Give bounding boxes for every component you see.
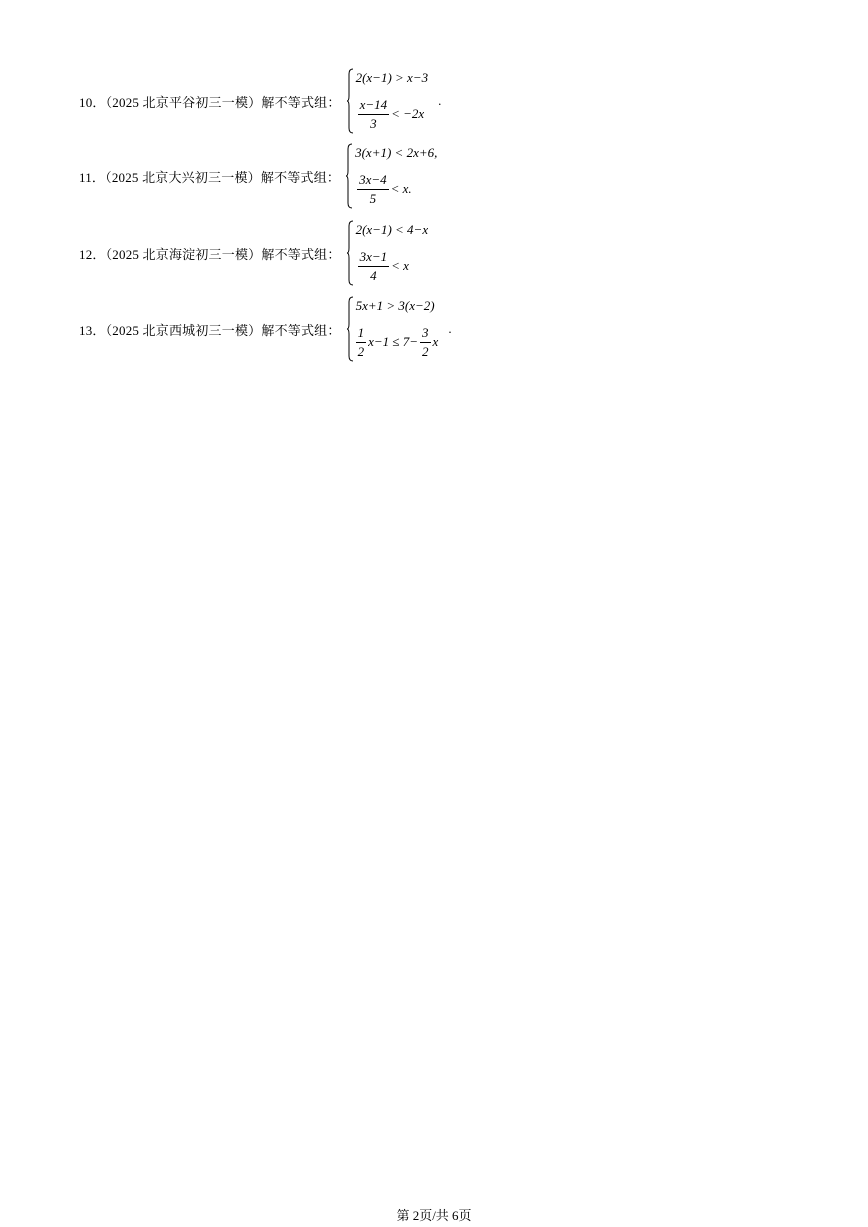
fraction [358, 249, 390, 284]
problem-number: 11． [79, 169, 106, 185]
inequality-line-1: 3(x+1) < 2x+6, [355, 145, 438, 160]
inequality-line-2 [356, 246, 429, 286]
fraction-denominator: 3 [370, 115, 377, 131]
inequality-line-2 [356, 322, 439, 362]
inequality-rest: x [432, 334, 439, 349]
inequality-system [347, 296, 452, 362]
fraction-denominator: 2 [357, 343, 365, 359]
problem-source: （2025 北京大兴初三一模） [105, 169, 261, 185]
problem-source: （2025 北京海淀初三一模） [105, 246, 262, 262]
fraction-numerator: 3x−4 [357, 172, 389, 190]
problem-11 [79, 143, 437, 209]
problem-10-label [79, 92, 341, 111]
problem-13 [79, 296, 452, 362]
inequality-line-1: 2(x−1) > x−3 [355, 70, 429, 85]
fraction-denominator: 5 [369, 190, 377, 206]
problem-10 [79, 68, 441, 134]
problem-instruction: 解不等式组： [261, 246, 341, 262]
problem-12 [79, 220, 428, 286]
problem-instruction: 解不等式组： [261, 322, 341, 338]
inequality-system [346, 143, 437, 209]
inequality-line-1: 2(x−1) < 4−x [355, 222, 429, 237]
fraction-denominator: 4 [370, 267, 377, 283]
inequality-system [347, 68, 442, 134]
problem-number: 13． [79, 322, 106, 338]
inequality-system [347, 220, 429, 286]
fraction-numerator: 1 [356, 325, 367, 343]
fraction-denominator: 2 [422, 343, 429, 359]
left-brace [347, 220, 354, 286]
fraction-numerator: 3x−1 [358, 249, 390, 267]
problem-13-label [79, 320, 341, 339]
fraction-one-half [356, 325, 367, 360]
left-brace [347, 296, 354, 362]
trailing-period: . [448, 321, 452, 336]
problem-instruction: 解不等式组： [260, 169, 341, 185]
fraction [357, 172, 389, 207]
inequality-line-1: 5x+1 > 3(x−2) [355, 298, 435, 313]
left-brace [347, 68, 354, 134]
problem-12-label [79, 244, 341, 263]
fraction-numerator: 3 [420, 325, 431, 343]
inequality-rest: < x [391, 258, 409, 273]
inequality-rest: < −2x [391, 106, 425, 121]
fraction-three-halves [420, 325, 431, 360]
inequality-middle: x−1 ≤ 7− [368, 334, 419, 349]
left-brace [346, 143, 353, 209]
trailing-period: . [438, 93, 442, 108]
problem-source: （2025 北京西城初三一模） [105, 322, 262, 338]
fraction-numerator: x−14 [358, 97, 390, 115]
inequality-line-2 [356, 94, 429, 134]
problem-11-label [79, 167, 340, 186]
page-footer: 第 2页/共 6页 [396, 1208, 472, 1223]
problem-source: （2025 北京平谷初三一模） [105, 94, 262, 110]
problem-instruction: 解不等式组： [261, 94, 341, 110]
problem-number: 10． [79, 94, 106, 110]
inequality-rest: < x. [390, 181, 412, 196]
inequality-line-2 [355, 169, 437, 209]
problem-number: 12． [79, 246, 106, 262]
fraction [358, 97, 390, 132]
